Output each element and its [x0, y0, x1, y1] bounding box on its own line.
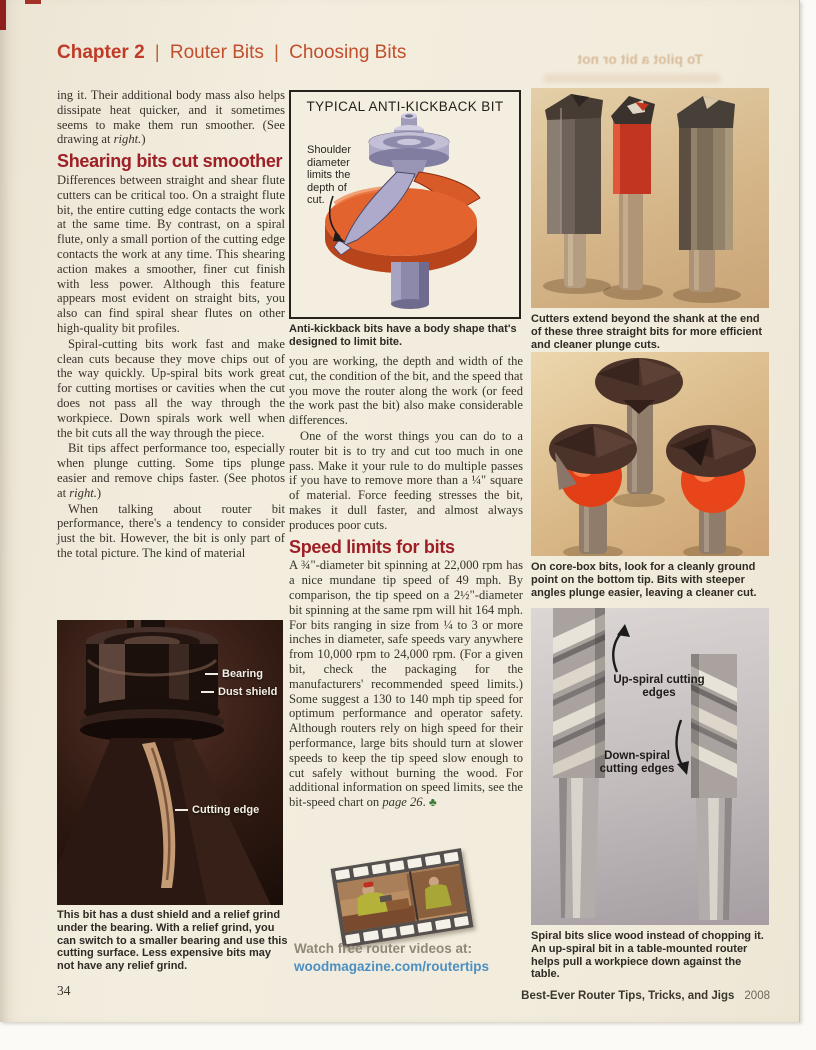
callout-line — [205, 673, 218, 675]
paragraph: Spiral-cutting bits work fast and make clean cuts because they move chips out of the way quickly. Up-spiral bits work great for cutting mortises or cavities when the cut does not pass all the way through the workpiece. Down spirals work well when the bit cuts all the way through the piece. — [57, 336, 285, 440]
section-label: Router Bits — [169, 42, 264, 63]
photo-bit-closeup — [57, 620, 283, 905]
text-run: ) — [141, 132, 146, 147]
page-footer — [430, 986, 770, 1004]
diagram-box — [289, 90, 521, 319]
corebox-bits-graphic — [531, 352, 769, 556]
video-promo — [294, 940, 526, 975]
showthrough-smudge — [544, 74, 720, 83]
callout-label: Bearing — [222, 668, 263, 680]
page-number: 34 — [57, 983, 71, 998]
down-spiral-label: Down-spiral cutting edges — [599, 750, 675, 775]
up-arrow-icon — [613, 624, 630, 672]
text-run: ing it. Their additional body mass also helps dissipate heat quicker, and it sometimes seems to make them run smoother. (See drawing at — [57, 88, 285, 147]
middle-column — [289, 354, 523, 810]
callout-dust-shield — [201, 686, 277, 698]
straight-bits-graphic — [531, 88, 769, 308]
scan-edge-artifact — [0, 0, 6, 30]
paragraph: Differences between straight and shear flute cutters can be critical too. On a straight flute bit, the entire cutting edge contacts the work at the same time. By contrast, on a spiral flute, only a small portion of the cutting edge contacts the work at any time. This shearing action makes a smoother, finer cut finish with less power. Although this feature appears most evident on straight bits, you also can find spiral shear flutes on other high-quality bit profiles. — [57, 172, 285, 335]
film-strip-photo — [331, 848, 474, 948]
footer-year: 2008 — [744, 990, 770, 1002]
text-run: . — [422, 795, 429, 810]
bit-shank — [391, 262, 429, 309]
paragraph — [57, 441, 285, 500]
paragraph-continuation: you are working, the depth and width of the cut, the condition of the bit, and the speed that you move the router along the work (or feed the work past the bit) also make considerable differences. — [289, 354, 523, 428]
corebox-bit-right — [666, 425, 756, 554]
text-run: Bit tips affect performance too, especially when plunge cutting. Some tips plunge easier and remove chips faster. (See photos at — [57, 441, 285, 500]
text-run-italic: right. — [113, 132, 142, 147]
bearing-stack — [369, 113, 449, 168]
photo-caption: This bit has a dust shield and a relief grind under the bearing. With a relief grind, you can switch to a smaller bearing and use this cutting surface. Less expensive bits may not have any relief grind. — [57, 909, 288, 973]
callout-label: Cutting edge — [192, 804, 260, 816]
chapter-header — [57, 42, 406, 64]
header-separator: | — [274, 42, 279, 62]
diagram-callout: Shoulder diameter limits the depth of cut. — [307, 144, 352, 207]
bit-closeup-graphic — [57, 620, 283, 905]
paragraph — [289, 558, 523, 810]
callout-line — [175, 809, 188, 811]
section-heading: Shearing bits cut smoother — [57, 151, 283, 172]
paragraph: When talking about router bit performance, there's a tendency to consider just the bit. However, the bit is only part of the total picture. The kind of material — [57, 501, 285, 560]
photo-caption: On core-box bits, look for a cleanly ground point on the bottom tip. Bits with steeper angles plunge easier, leaving a cleaner cut. — [531, 561, 757, 599]
text-run: ) — [96, 485, 102, 500]
diagram-caption: Anti-kickback bits have a body shape that's designed to limit bite. — [289, 323, 517, 348]
callout-line — [201, 691, 214, 693]
footer-title: Best-Ever Router Tips, Tricks, and Jigs — [521, 990, 735, 1002]
up-spiral-label: Up-spiral cutting edges — [613, 674, 705, 699]
photo-caption: Cutters extend beyond the shank at the end of these three straight bits for more efficient and cleaner plunge cuts. — [531, 313, 763, 351]
showthrough-text: To pilot a bit or not — [577, 52, 703, 67]
left-column — [57, 88, 285, 561]
callout-bearing — [205, 668, 263, 680]
chapter-label: Chapter 2 — [57, 42, 145, 63]
paragraph: One of the worst things you can do to a router bit is to try and cut too much in one pass. Make it your rule to do multiple passes if you have to remove more than a ¼" square of material. Force feeding stresses the bit, makes it dull faster, and almost always produces poor cuts. — [289, 428, 523, 532]
text-run-italic: page 26 — [382, 795, 423, 810]
article-end-icon: ♣ — [428, 795, 437, 810]
promo-url: woodmagazine.com/routertips — [294, 958, 490, 974]
text-run: A ¾"-diameter bit spinning at 22,000 rpm has a nice mundane tip speed of 49 mph. By comparison, the tip speed on a 2½"-diameter bit spinning at the same rpm will hit 164 mph. For bits ranging in size from ¼ to 3 or more inches in diameter, safe speeds vary anywhere from 10,000 rpm to 24,000 rpm. (For a given bit, check the packaging for the manufacturers' recommended speed limits.) Some suggest a 130 to 140 mph tip speed for optimum performance and operator safety. Although routers rely on high speed for their performance, large bits should turn at slower speeds to keep the tip speed slow enough to cut safely without burning the wood. For additional information on speed limits, see the bit-speed chart on — [289, 558, 523, 810]
paragraph-continuation — [57, 88, 285, 147]
callout-cutting-edge — [175, 804, 259, 816]
section-heading: Speed limits for bits — [289, 536, 455, 557]
bit-middle — [611, 96, 655, 290]
bit-right — [677, 96, 735, 292]
bit-left — [545, 94, 603, 288]
callout-label: Dust shield — [218, 686, 278, 698]
promo-text: Watch free router videos at: — [294, 941, 473, 956]
text-run-italic: right. — [69, 485, 97, 500]
photo-spiral-bits — [531, 608, 769, 925]
corebox-bit-left — [549, 424, 637, 554]
photo-corebox-bits — [531, 352, 769, 556]
subsection-label: Choosing Bits — [289, 42, 407, 63]
diagram-title: TYPICAL ANTI-KICKBACK BIT — [306, 99, 504, 114]
header-separator: | — [154, 42, 160, 62]
scan-edge-artifact — [25, 0, 41, 4]
photo-caption: Spiral bits slice wood instead of chopping it. An up-spiral bit in a table-mounted router helps pull a workpiece down against the table. — [531, 930, 764, 981]
photo-straight-bits — [531, 88, 769, 308]
